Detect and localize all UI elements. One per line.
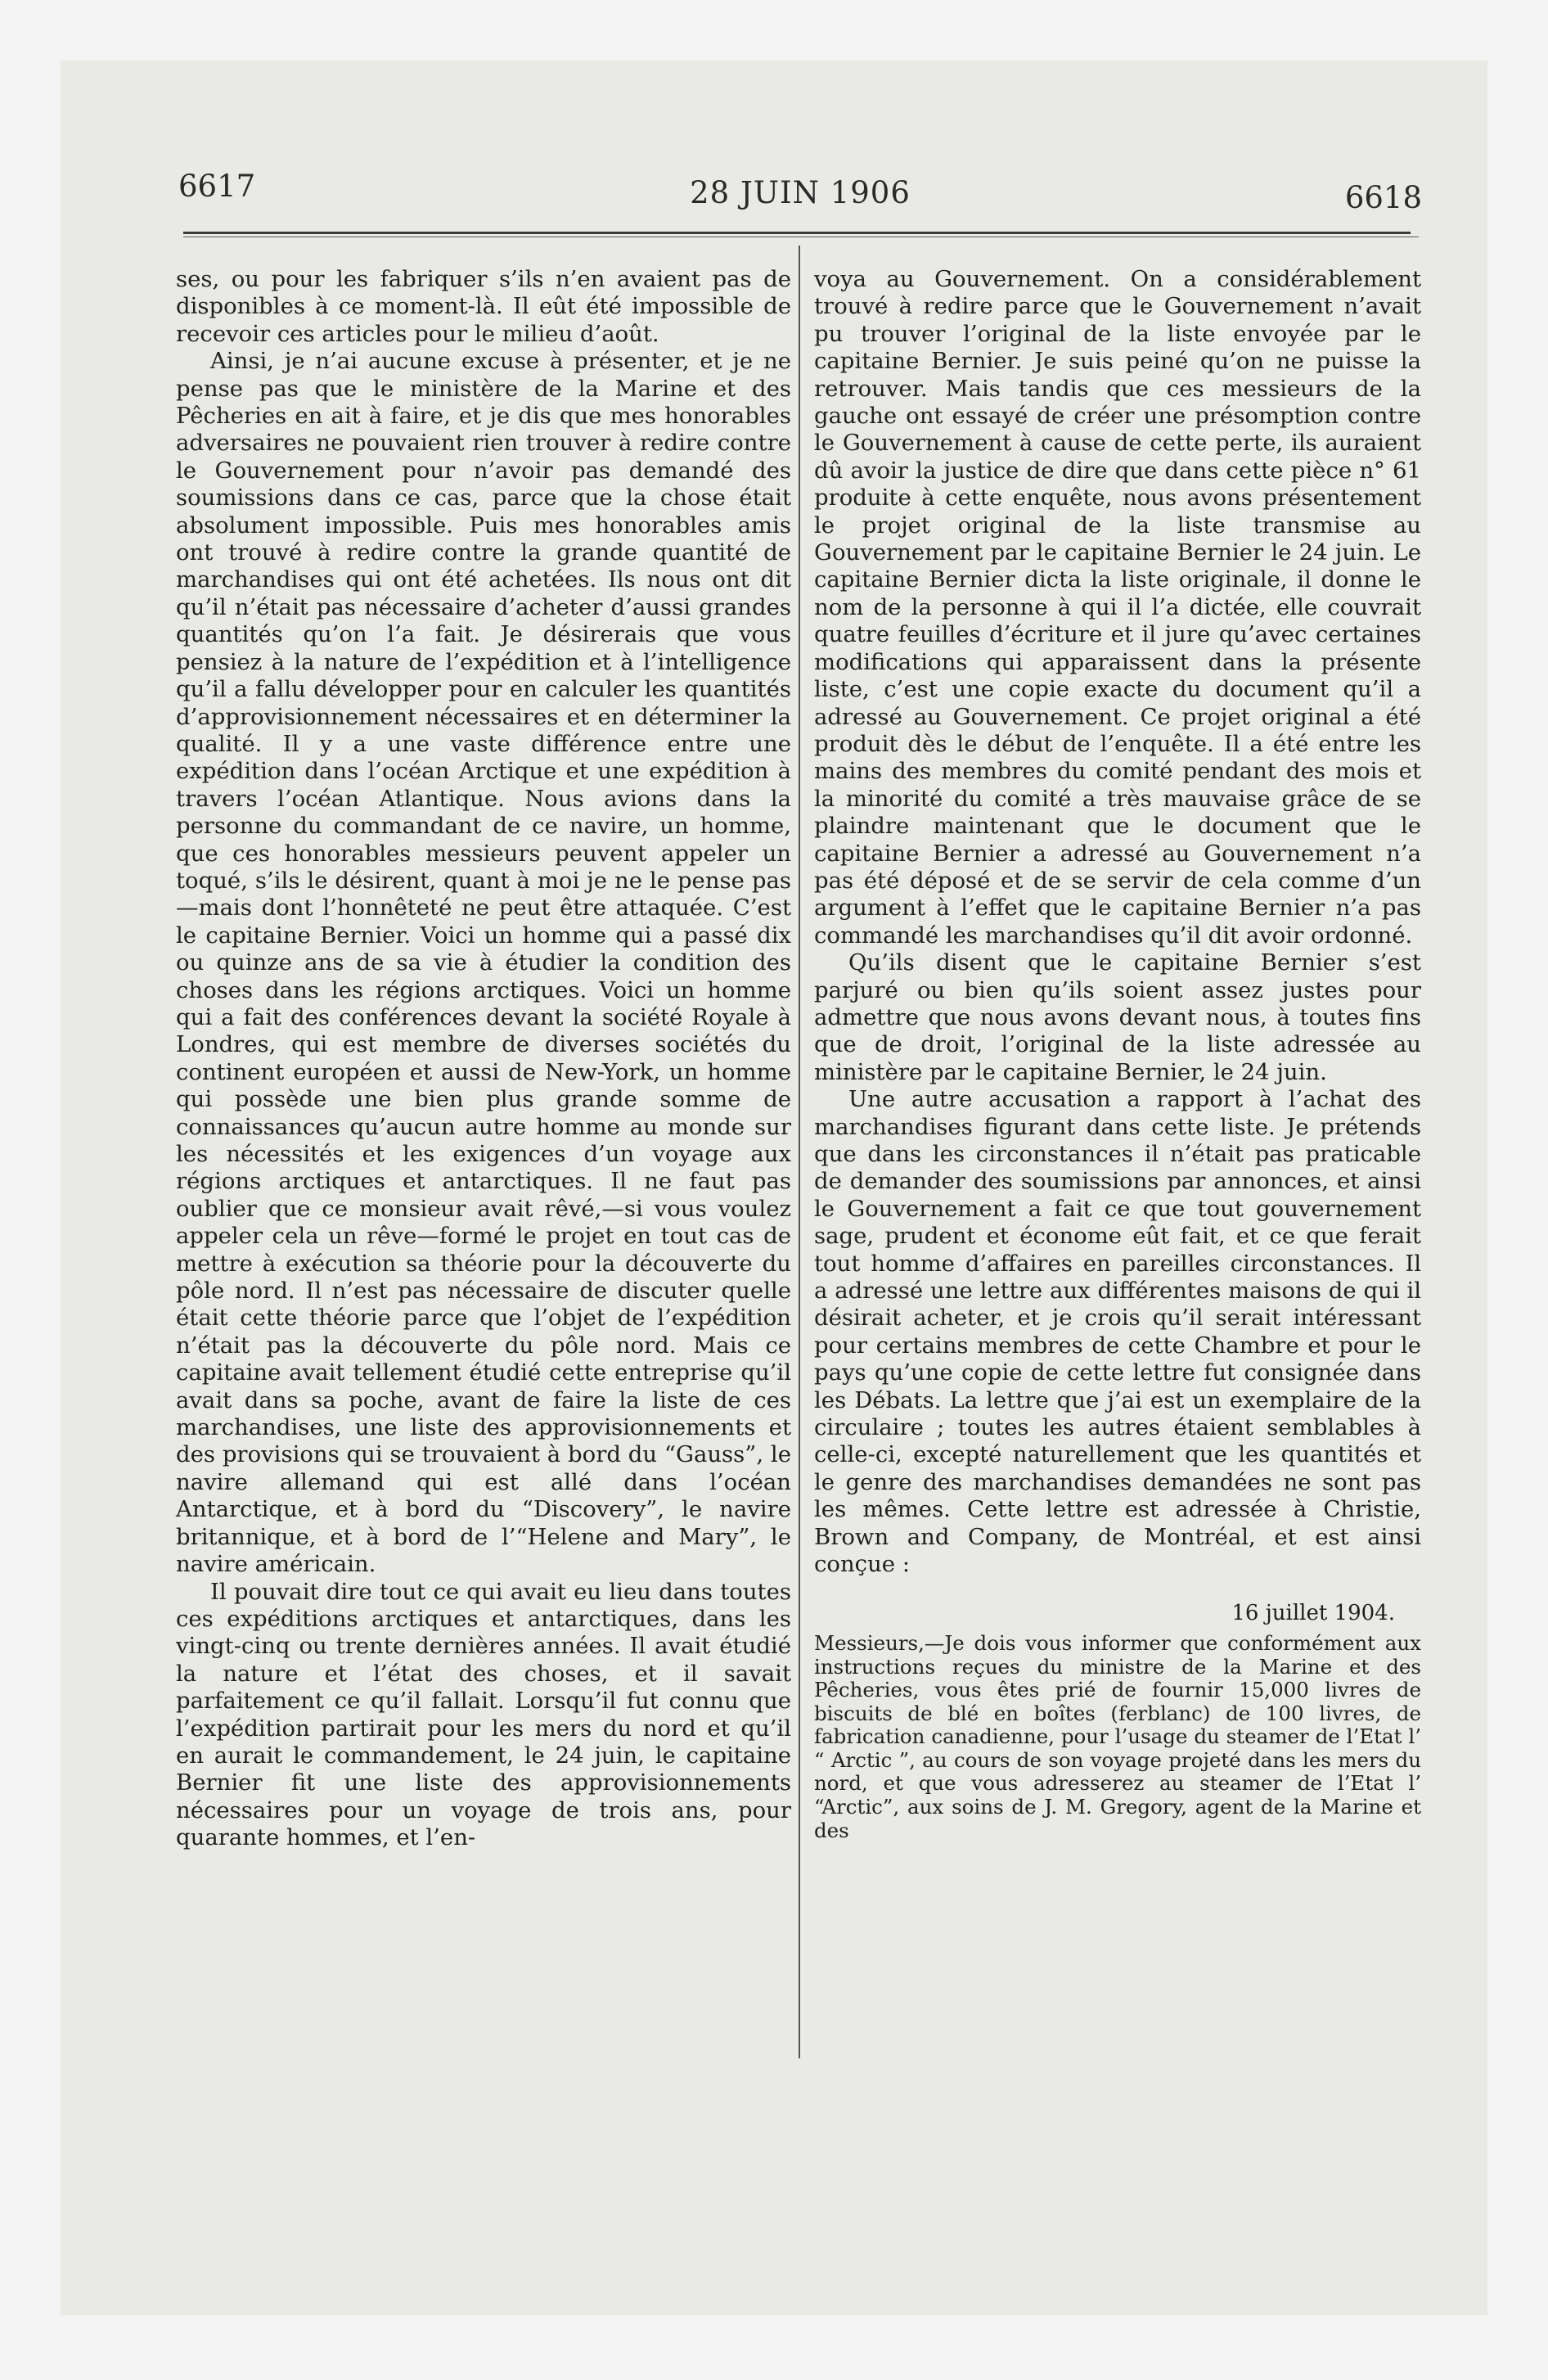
column-divider <box>799 246 800 2058</box>
paragraph: Qu’ils disent que le capitaine Bernier s’est parjuré ou bien qu’ils soient assez justes pour admettre que nous avons devant nous, à toutes fins que de droit, l’original de la liste adressée au ministère par le capitaine Bernier, le 24 juin. <box>814 949 1421 1085</box>
letter-text: Messieurs,—Je dois vous informer que conformément aux instructions reçues du ministre de la Marine et des Pêcheries, vous êtes prié de fournir 15,000 livres de biscuits de blé en boîtes (ferblanc) de 100 livres, de fabrication canadienne, pour l’usage du steamer de l’Etat l’ “ Arctic ”, au cours de son voyage projeté dans les mers du nord, et que vous adresserez au steamer de l’Etat l’ “Arctic”, aux soins de J. M. Gregory, agent de la Marine et des <box>814 1630 1421 1842</box>
page-header <box>178 169 1422 218</box>
header-rule <box>183 232 1411 234</box>
header-date: 28 JUIN 1906 <box>690 175 911 210</box>
paragraph: Il pouvait dire tout ce qui avait eu lieu dans toutes ces expéditions arctiques et antarctiques, dans les vingt-cinq ou trente dernières années. Il avait étudié la nature et l’état des choses, et il savait parfaitement ce qu’il fallait. Lorsqu’il fut connu que l’expédition partirait pour les mers du nord et qu’il en aurait le commandement, le 24 juin, le capitaine Bernier fit une liste des approvisionnements nécessaires pour un voyage de trois ans, pour quarante hommes, et l’en- <box>176 1578 791 1851</box>
paragraph: Une autre accusation a rapport à l’achat des marchandises figurant dans cette liste. Je prétends que dans les circonstances il n’était pas praticable de demander des soumissions par annonces, et ainsi le Gouvernement a fait ce que tout gouvernement sage, prudent et économe eût fait, et ce que ferait tout homme d’affaires en pareilles circonstances. Il a adressé une lettre aux différentes maisons de qui il désirait acheter, et je crois qu’il serait intéressant pour certains membres de cette Chambre et pour le pays qu’une copie de cette lettre fut consignée dans les Débats. La lettre que j’ai est un exemplaire de la circulaire ; toutes les autres étaient semblables à celle-ci, excepté naturellement que les quantités et le genre des marchandises demandées ne sont pas les mêmes. Cette lettre est adressée à Christie, Brown and Company, de Montréal, et est ainsi conçue : <box>814 1086 1421 1578</box>
paragraph: voya au Gouvernement. On a considérablement trouvé à redire parce que le Gouvernement n’avait pu trouver l’original de la liste envoyée par le capitaine Bernier. Je suis peiné qu’on ne puisse la retrouver. Mais tandis que ces messieurs de la gauche ont essayé de créer une présomption contre le Gouvernement à cause de cette perte, ils auraient dû avoir la justice de dire que dans cette pièce n° 61 produite à cette enquête, nous avons présentement le projet original de la liste transmise au Gouvernement par le capitaine Bernier le 24 juin. Le capitaine Bernier dicta la liste originale, il donne le nom de la personne à qui il l’a dictée, elle couvrait quatre feuilles d’écriture et il jure qu’avec certaines modifications qui apparaissent dans la présente liste, c’est une copie exacte du document qu’il a adressé au Gouvernement. Ce projet original a été produit dès le début de l’enquête. Il a été entre les mains des membres du comité pendant des mois et la minorité du comité a très mauvaise grâce de se plaindre maintenant que le document que le capitaine Bernier a adressé au Gouvernement n’a pas été déposé et de se servir de cela comme d’un argument à l’effet que le capitaine Bernier n’a pas commandé les marchandises qu’il dit avoir ordonné. <box>814 266 1421 949</box>
left-column <box>176 266 791 1852</box>
page-number-right: 6618 <box>1344 180 1422 215</box>
page-number-left: 6617 <box>178 169 256 204</box>
right-column <box>814 266 1421 1842</box>
paragraph: Ainsi, je n’ai aucune excuse à présenter, et je ne pense pas que le ministère de la Marine et des Pêcheries en ait à faire, et je dis que mes honorables adversaires ne pouvaient rien trouver à redire contre le Gouvernement pour n’avoir pas demandé des soumissions dans ce cas, parce que la chose était absolument impossible. Puis mes honorables amis ont trouvé à redire contre la grande quantité de marchandises qui ont été achetées. Ils nous ont dit qu’il n’était pas nécessaire d’acheter d’aussi grandes quantités qu’on l’a fait. Je désirerais que vous pensiez à la nature de l’expédition et à l’intelligence qu’il a fallu développer pour en calculer les quantités d’approvisionnement nécessaires et en déterminer la qualité. Il y a une vaste différence entre une expédition dans l’océan Arctique et une expédition à travers l’océan Atlantique. Nous avions dans la personne du commandant de ce navire, un homme, que ces honorables messieurs peuvent appeler un toqué, s’ils le désirent, quant à moi je ne le pense pas—mais dont l’honnêteté ne peut être attaquée. C’est le capitaine Bernier. Voici un homme qui a passé dix ou quinze ans de sa vie à étudier la condition des choses dans les régions arctiques. Voici un homme qui a fait des conférences devant la société Royale à Londres, qui est membre de diverses sociétés du continent européen et aussi de New-York, un homme qui possède une bien plus grande somme de connaissances qu’aucun autre homme au monde sur les nécessités et les exigences d’un voyage aux régions arctiques et antarctiques. Il ne faut pas oublier que ce monsieur avait rêvé,—si vous voulez appeler cela un rêve—formé le projet en tout cas de mettre à exécution sa théorie pour la découverte du pôle nord. Il n’est pas nécessaire de discuter quelle était cette théorie parce que l’objet de l’expédition n’était pas la découverte du pôle nord. Mais ce capitaine avait tellement étudié cette entreprise qu’il avait dans sa poche, avant de faire la liste de ces marchandises, une liste des approvisionnements et des provisions qui se trouvaient à bord du “Gauss”, le navire allemand qui est allé dans l’océan Antarctique, et à bord du “Discovery”, le navire britannique, et à bord de l’“Helene and Mary”, le navire américain. <box>176 348 791 1578</box>
letter-date: 16 juillet 1904. <box>1231 1600 1395 1625</box>
paragraph: ses, ou pour les fabriquer s’ils n’en avaient pas de disponibles à ce moment-là. Il eût été impossible de recevoir ces articles pour le milieu d’août. <box>176 266 791 347</box>
